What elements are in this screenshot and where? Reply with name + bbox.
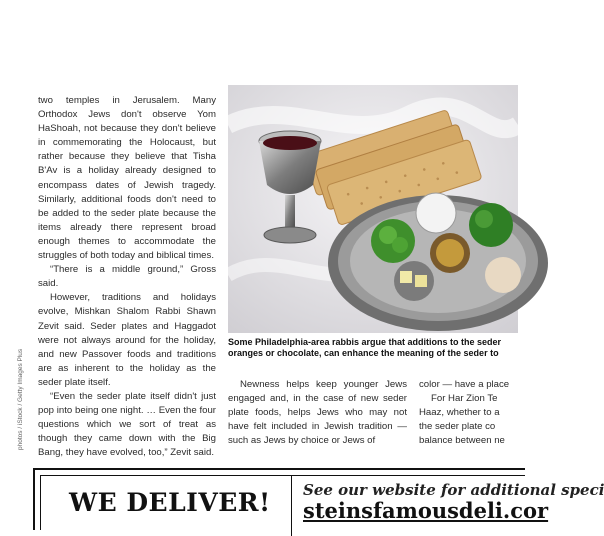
paragraph: “Even the seder plate itself didn't just pop into being one night. … Even the four questions which we sort of treat as though they came down with the Big Bang, they have evolved, too,” Zevit said. bbox=[38, 390, 216, 459]
caption-line: Some Philadelphia-area rabbis argue that additions to the seder bbox=[228, 337, 502, 347]
ad-tagline: See our website for additional speci bbox=[303, 481, 604, 499]
ad-website-link[interactable]: steinsfamousdeli.cor bbox=[303, 498, 549, 523]
paragraph: “There is a middle ground,” Gross said. bbox=[38, 264, 216, 290]
paragraph: However, traditions and holidays evolve, Mishkan Shalom Rabbi Shawn Zevit said. Seder plates and Haggadot were not always around for the holiday, and new Passover foods and traditions are as inherent to the holiday as the seder plate itself. bbox=[38, 292, 216, 388]
ad-divider bbox=[291, 476, 292, 536]
ad-headline: WE DELIVER! bbox=[69, 488, 271, 517]
text-line: For Har Zion Te bbox=[431, 393, 498, 405]
caption-line: oranges or chocolate, can enhance the meaning of the seder to bbox=[228, 348, 499, 358]
paragraph: Newness helps keep younger Jews engaged and, in the case of new seder plate foods, helps Jews who may not have felt included in Jewish tradition — such as Jews by choice or Jews of bbox=[228, 379, 407, 447]
paragraph: two temples in Jerusalem. Many Orthodox Jews don't observe Yom HaShoah, not because they don't believe in commemorating the Holocaust, but rather because they believe that Tisha B'Av is a holiday already designed to encompass dates of Jewish tragedy. Similarly, additional foods don't need to be added to the seder plate because the items already there represent broad enough themes to accommodate the struggles of both today and biblical times. bbox=[38, 95, 216, 262]
seder-plate-photo bbox=[228, 85, 518, 333]
seder-plate-illustration bbox=[228, 85, 518, 333]
article-left-column bbox=[38, 94, 216, 460]
text-line: the seder plate co bbox=[419, 421, 496, 433]
text-line: color — have a place bbox=[419, 379, 510, 390]
text-line: Haaz, whether to a bbox=[419, 407, 500, 419]
photo-credit: photos / iStock / Getty Images Plus bbox=[17, 348, 24, 450]
article-right-column bbox=[419, 378, 519, 448]
deli-advertisement bbox=[33, 468, 604, 530]
ad-frame bbox=[40, 475, 604, 530]
article-middle-column bbox=[228, 378, 407, 448]
photo-caption bbox=[228, 337, 528, 359]
text-line: balance between ne bbox=[419, 435, 505, 447]
